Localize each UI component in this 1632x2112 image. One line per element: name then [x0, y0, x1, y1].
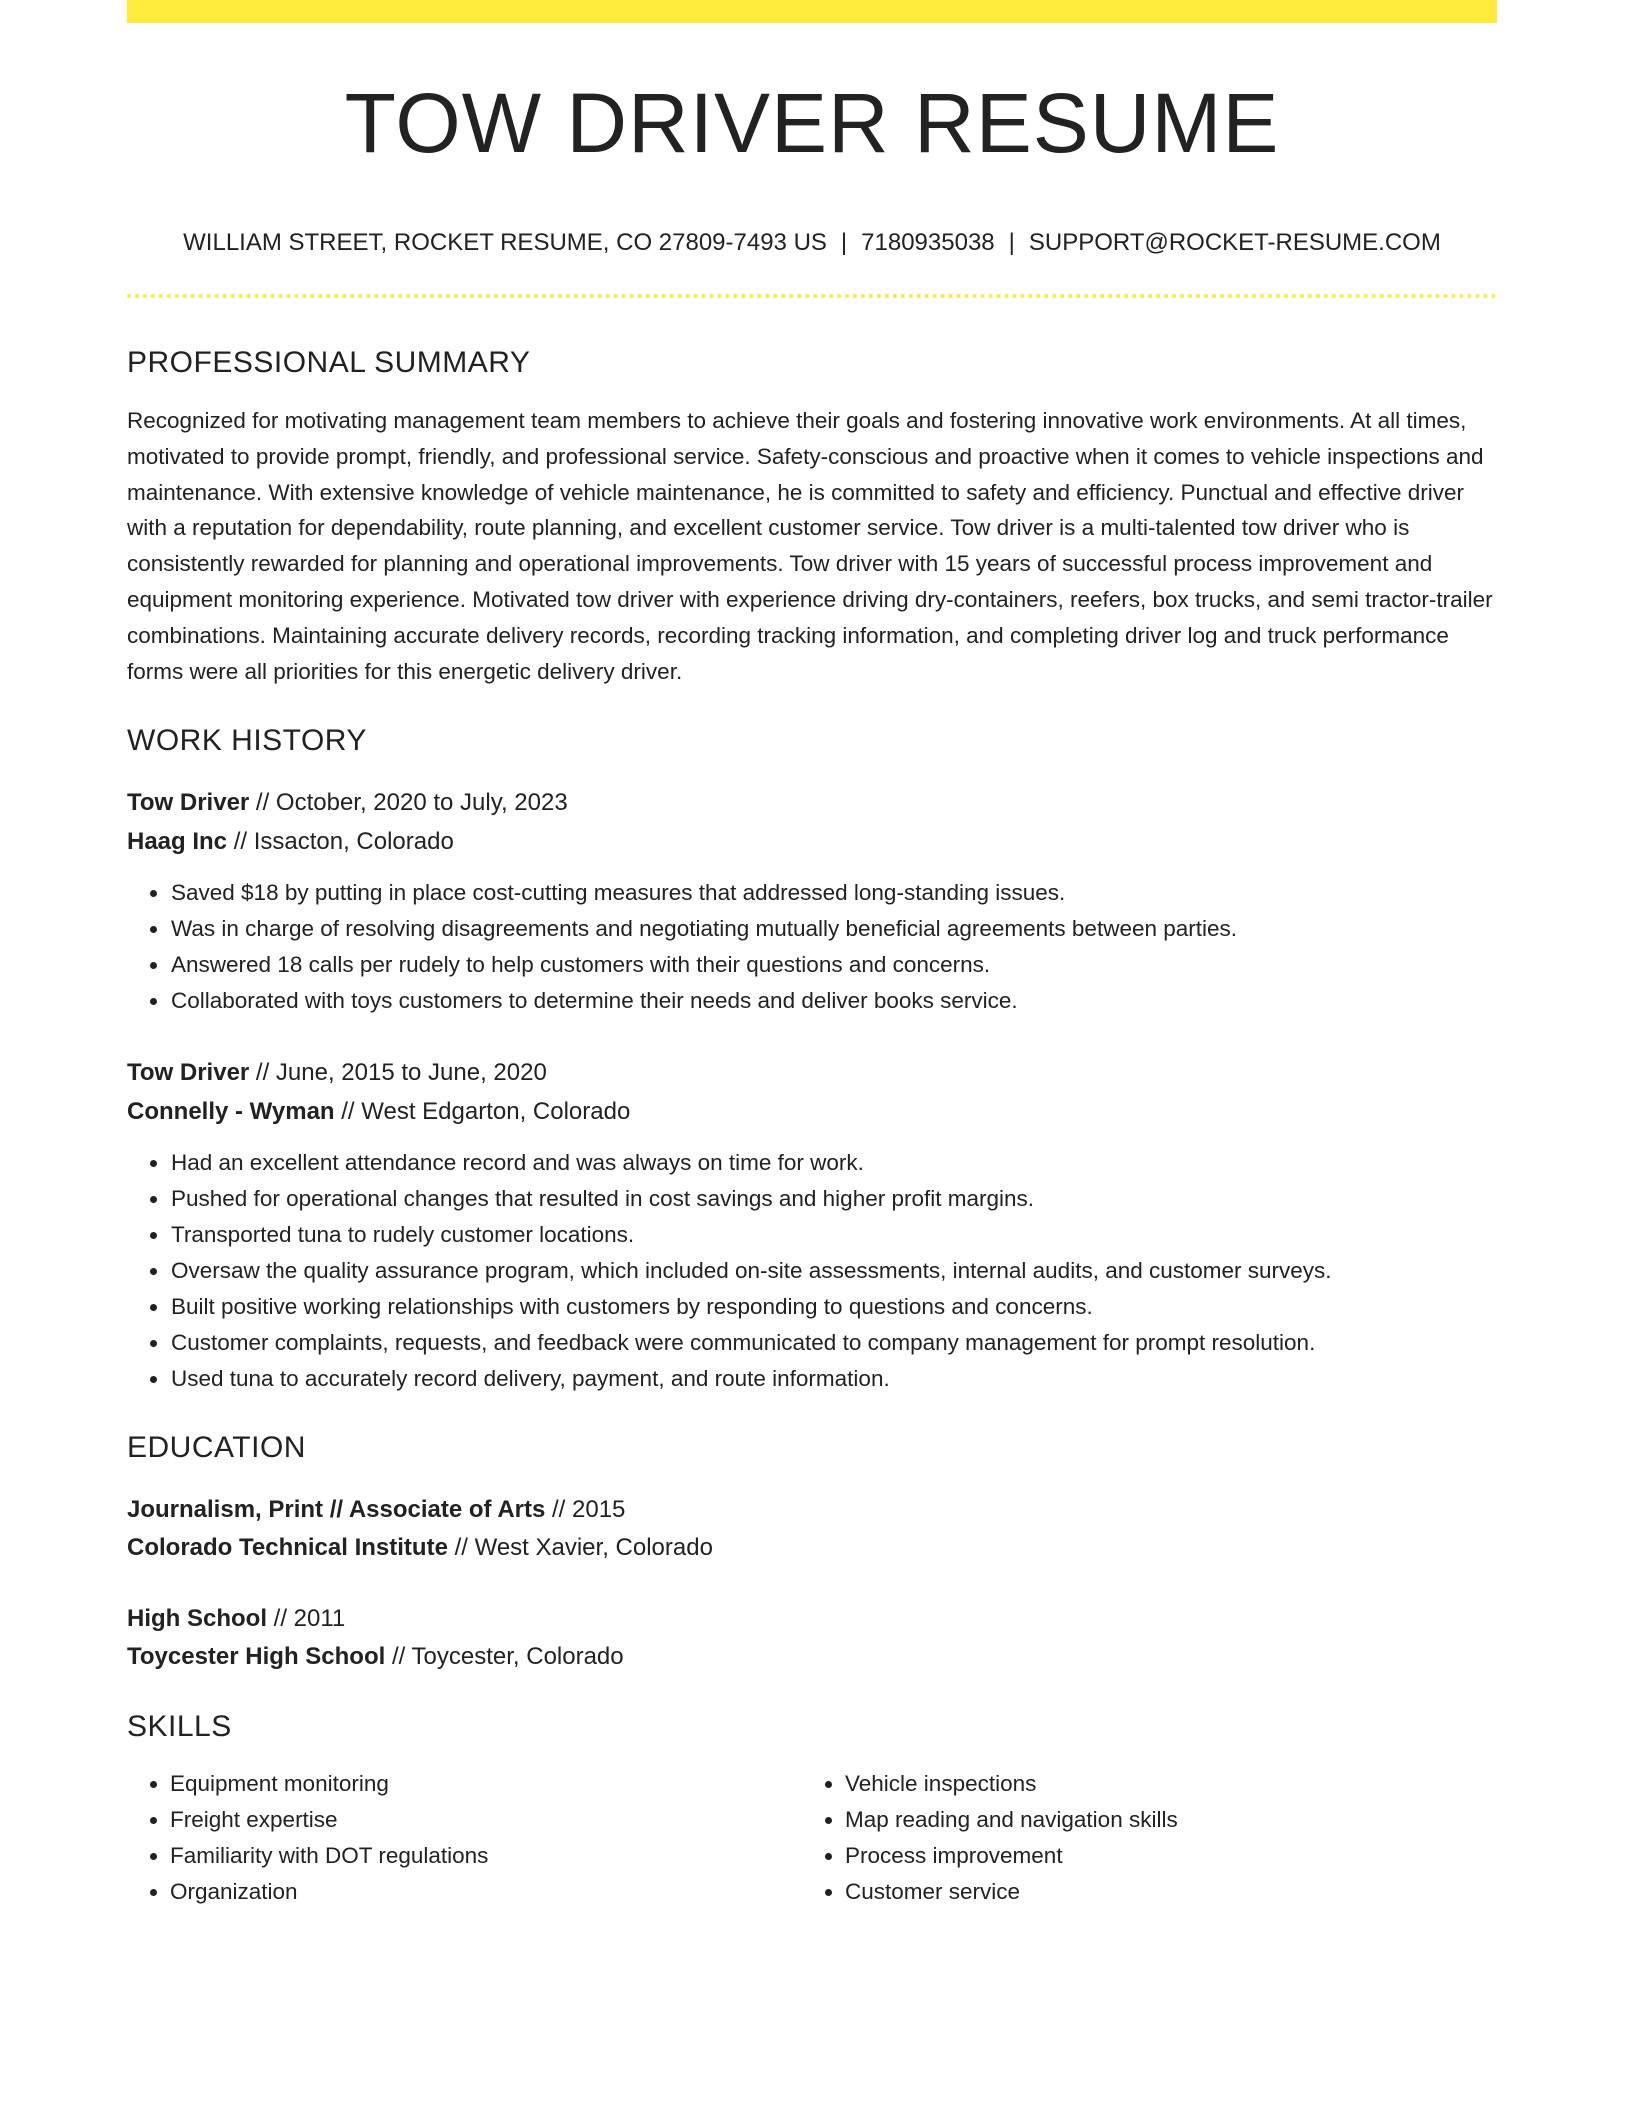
- job-bullets: [127, 875, 1497, 1019]
- summary-heading: PROFESSIONAL SUMMARY: [127, 346, 531, 379]
- skill-item: • Map reading and navigation skills: [845, 1802, 1477, 1838]
- job-company: Connelly - Wyman: [127, 1098, 335, 1126]
- job-role-line: [127, 783, 1497, 822]
- contact-separator: |: [840, 229, 848, 256]
- education-heading: EDUCATION: [127, 1431, 306, 1465]
- job-bullet: • Saved $18 by putting in place cost-cutting measures that addressed long-standing issues.: [170, 875, 1497, 911]
- job-dates: // October, 2020 to July, 2023: [249, 789, 568, 817]
- education-year: // 2011: [267, 1605, 346, 1633]
- skill-item: • Customer service: [845, 1874, 1477, 1910]
- job-bullet: • Customer complaints, requests, and feedback were communicated to company management for prompt resolution.: [170, 1325, 1497, 1361]
- contact-phone: 7180935038: [861, 229, 995, 256]
- skill-item: • Organization: [170, 1874, 802, 1910]
- job-bullets: [127, 1145, 1497, 1397]
- skills-heading: SKILLS: [127, 1710, 232, 1744]
- education-school: Colorado Technical Institute: [127, 1534, 448, 1562]
- contact-separator: |: [1008, 229, 1015, 256]
- job-bullet: • Was in charge of resolving disagreements and negotiating mutually beneficial agreements between parties.: [170, 911, 1497, 947]
- education-school-line: [127, 1638, 1497, 1676]
- resume-page: [127, 0, 1497, 1910]
- job-bullet: • Answered 18 calls per rudely to help customers with their questions and concerns.: [170, 947, 1497, 983]
- work-history-heading: WORK HISTORY: [127, 724, 367, 758]
- skills-column-left: [127, 1766, 802, 1910]
- contact-email: SUPPORT@ROCKET-RESUME.COM: [1028, 229, 1441, 256]
- resume-title: TOW DRIVER RESUME: [344, 76, 1280, 170]
- summary-text: Recognized for motivating management team members to achieve their goals and fostering innovative work environments. At all times, motivated to provide prompt, friendly, and professional service. Safety-conscious and proactive when it comes to vehicle inspections and maintenance. With extensive knowledge of vehicle maintenance, he is committed to safety and efficiency. Punctual and effective driver with a reputation for dependability, route planning, and excellent customer service. Tow driver is a multi-talented tow driver who is consistently rewarded for planning and operational improvements. Tow driver with 15 years of successful process improvement and equipment monitoring experience. Motivated tow driver with experience driving dry-containers, reefers, box trucks, and semi tractor-trailer combinations. Maintaining accurate delivery records, recording tracking information, and completing driver log and truck performance forms were all priorities for this energetic delivery driver.: [127, 408, 1493, 684]
- job-bullet: • Oversaw the quality assurance program, which included on-site assessments, internal audits, and customer surveys.: [170, 1253, 1497, 1289]
- education-entry: [127, 1600, 1497, 1676]
- job-role: Tow Driver: [127, 1059, 250, 1087]
- skill-item: • Familiarity with DOT regulations: [170, 1838, 802, 1874]
- education-school: Toycester High School: [127, 1643, 386, 1671]
- education-degree: High School: [127, 1605, 267, 1633]
- education-degree: Journalism, Print // Associate of Arts: [127, 1496, 546, 1524]
- skill-item: • Process improvement: [845, 1838, 1477, 1874]
- skill-item: • Equipment monitoring: [170, 1766, 802, 1802]
- job-role-line: [127, 1053, 1497, 1092]
- education-location: // West Xavier, Colorado: [447, 1534, 713, 1562]
- job-entry: [127, 783, 1497, 1019]
- education-year: // 2015: [545, 1496, 626, 1524]
- skill-item: • Vehicle inspections: [845, 1766, 1477, 1802]
- skills-grid: [127, 1766, 1497, 1910]
- accent-bar: [127, 0, 1497, 23]
- education-school-line: [127, 1529, 1497, 1567]
- job-bullet: • Collaborated with toys customers to determine their needs and deliver books service.: [170, 983, 1497, 1019]
- job-role: Tow Driver: [127, 789, 250, 817]
- contact-address: WILLIAM STREET, ROCKET RESUME, CO 27809-7493 US: [183, 229, 827, 256]
- job-bullet: • Built positive working relationships with customers by responding to questions and concerns.: [170, 1289, 1497, 1325]
- dotted-divider: [127, 294, 1497, 298]
- job-bullet: • Transported tuna to rudely customer locations.: [170, 1217, 1497, 1253]
- job-bullet: • Had an excellent attendance record and was always on time for work.: [170, 1145, 1497, 1181]
- education-degree-line: [127, 1491, 1497, 1529]
- job-entry: [127, 1053, 1497, 1397]
- job-bullet: • Used tuna to accurately record delivery, payment, and route information.: [170, 1361, 1497, 1397]
- job-bullet: • Pushed for operational changes that resulted in cost savings and higher profit margins.: [170, 1181, 1497, 1217]
- job-company-line: [127, 822, 1497, 861]
- contact-line: [127, 231, 1497, 255]
- education-degree-line: [127, 1600, 1497, 1638]
- job-location: // West Edgarton, Colorado: [334, 1098, 631, 1126]
- job-dates: // June, 2015 to June, 2020: [249, 1059, 547, 1087]
- skill-item: • Freight expertise: [170, 1802, 802, 1838]
- job-company-line: [127, 1092, 1497, 1131]
- job-location: // Issacton, Colorado: [227, 828, 454, 856]
- job-company: Haag Inc: [127, 828, 228, 856]
- education-entry: [127, 1491, 1497, 1567]
- education-location: // Toycester, Colorado: [385, 1643, 624, 1671]
- skills-column-right: [802, 1766, 1477, 1910]
